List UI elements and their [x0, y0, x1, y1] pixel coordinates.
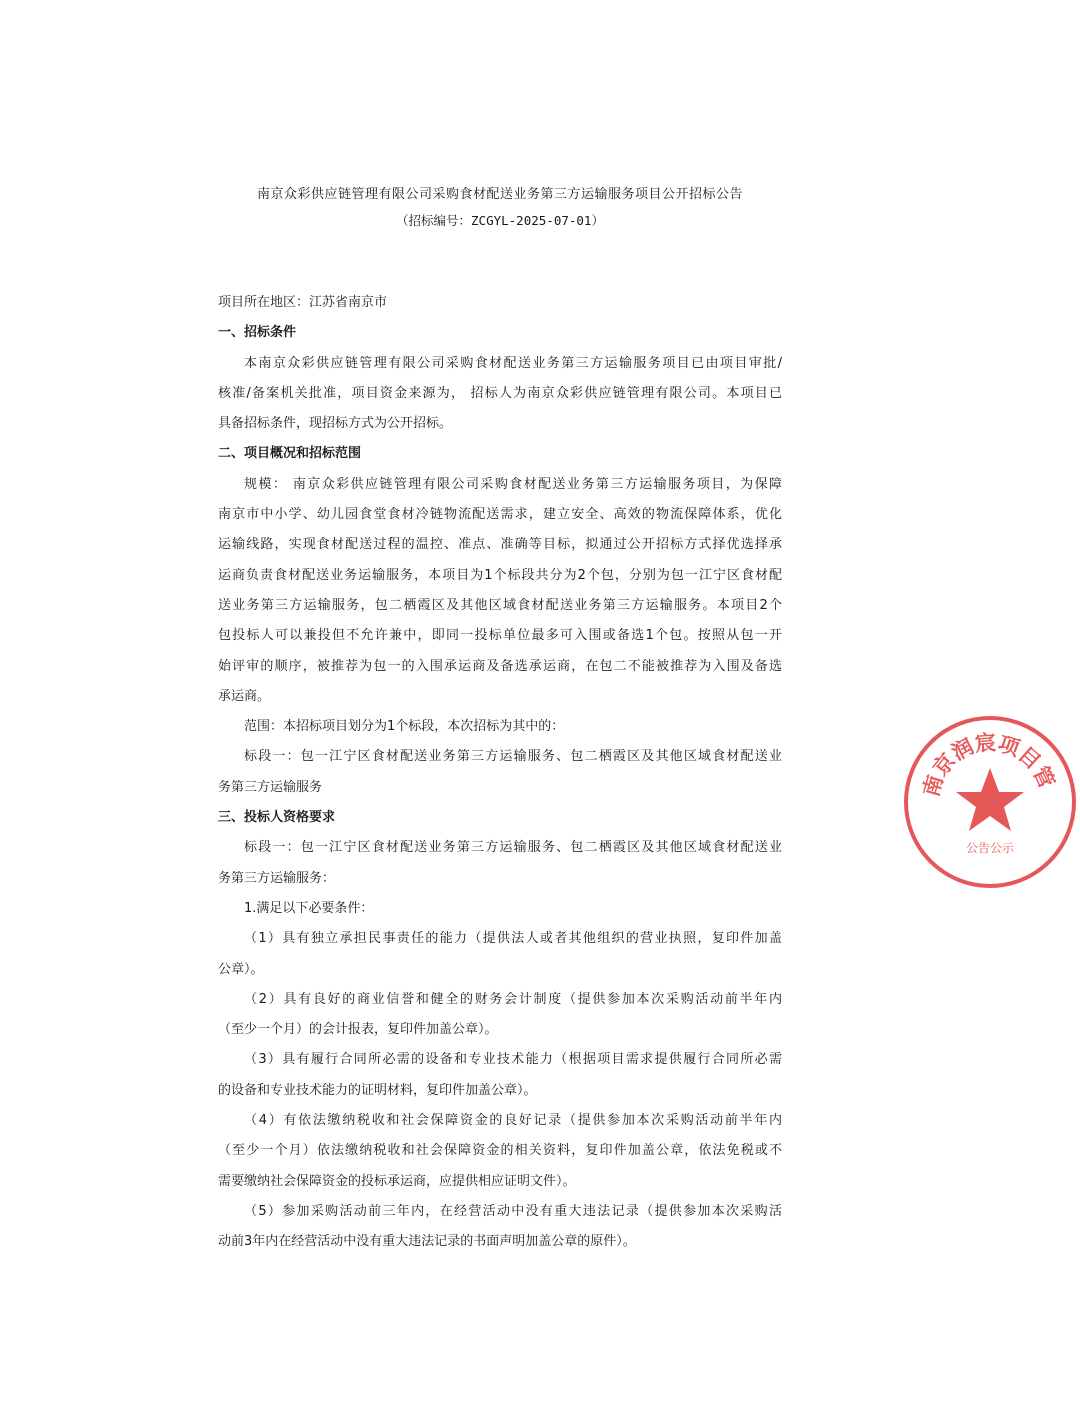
section-heading-2: 二、项目概况和招标范围: [218, 446, 362, 462]
paragraph-line: 始评审的顺序，被推荐为包一的入围承运商及备选承运商，在包二不能被推荐为入围及备选: [218, 658, 782, 674]
section-heading-1: 一、招标条件: [218, 325, 297, 341]
condition-line: （至少一个月）依法缴纳税收和社会保障资金的相关资料，复印件加盖公章，依法免税或不: [218, 1143, 782, 1159]
condition-line: 动前3年内在经营活动中没有重大违法记录的书面声明加盖公章的原件）。: [218, 1234, 636, 1250]
tender-code: （招标编号：ZCGYL-2025-07-01）: [396, 213, 604, 228]
condition-line: （4）有依法缴纳税收和社会保障资金的良好记录（提供参加本次采购活动前半年内: [244, 1113, 782, 1129]
paragraph-line: 南京市中小学、幼儿园食堂食材冷链物流配送需求，建立安全、高效的物流保障体系，优化: [218, 507, 782, 523]
condition-line: （5）参加采购活动前三年内，在经营活动中没有重大违法记录（提供参加本次采购活: [244, 1203, 782, 1219]
project-region: 项目所在地区：江苏省南京市: [218, 295, 388, 310]
notice-title: 南京众彩供应链管理有限公司采购食材配送业务第三方运输服务项目公开招标公告: [256, 187, 743, 202]
segment-line: 务第三方运输服务: [218, 779, 323, 795]
segment-line: 务第三方运输服务：: [218, 870, 336, 886]
paragraph-line: 本南京众彩供应链管理有限公司采购食材配送业务第三方运输服务项目已由项目审批/: [244, 355, 782, 371]
company-seal-stamp: [900, 712, 1080, 892]
paragraph-line: 规模： 南京众彩供应链管理有限公司采购食材配送业务第三方运输服务项目，为保障: [244, 476, 782, 492]
paragraph-line: 包投标人可以兼投但不允许兼中，即同一投标单位最多可入围或备选1个包。按照从包一开: [218, 628, 782, 644]
condition-intro: 1.满足以下必要条件：: [244, 900, 374, 916]
seal-text-path: 南京润宸项目管: [917, 729, 1060, 800]
paragraph-line: 运输线路，实现食材配送过程的温控、准点、准确等目标，拟通过公开招标方式择优选择承: [218, 537, 782, 553]
condition-line: （3）具有履行合同所必需的设备和专业技术能力（根据项目需求提供履行合同所必需: [244, 1052, 782, 1068]
condition-line: （1）具有独立承担民事责任的能力（提供法人或者其他组织的营业执照，复印件加盖: [244, 931, 782, 947]
condition-line: （至少一个月）的会计报表，复印件加盖公章）。: [218, 1022, 498, 1038]
segment-line: 标段一：包一江宁区食材配送业务第三方运输服务、包二栖霞区及其他区域食材配送业: [244, 840, 782, 856]
section-heading-3: 三、投标人资格要求: [218, 810, 336, 826]
condition-line: （2）具有良好的商业信誉和健全的财务会计制度（提供参加本次采购活动前半年内: [244, 991, 782, 1007]
paragraph-line: 承运商。: [218, 688, 271, 704]
condition-line: 需要缴纳社会保障资金的投标承运商，应提供相应证明文件）。: [218, 1173, 576, 1189]
condition-line: 公章）。: [218, 961, 264, 977]
paragraph-line: 具备招标条件，现招标方式为公开招标。: [218, 416, 453, 432]
scope-line: 范围：本招标项目划分为1个标段，本次招标为其中的：: [244, 719, 565, 735]
condition-line: 的设备和专业技术能力的证明材料，复印件加盖公章）。: [218, 1082, 537, 1098]
paragraph-line: 核准/备案机关批准，项目资金来源为， 招标人为南京众彩供应链管理有限公司。本项目已: [218, 385, 782, 401]
notice-title-block: [218, 182, 782, 234]
seal-star-icon: [956, 768, 1024, 831]
seal-subtext: 公告公示: [965, 841, 1015, 855]
segment-line: 标段一：包一江宁区食材配送业务第三方运输服务、包二栖霞区及其他区域食材配送业: [244, 749, 782, 765]
paragraph-line: 送业务第三方运输服务，包二栖霞区及其他区域食材配送业务第三方运输服务。本项目2个: [218, 597, 782, 613]
paragraph-line: 运商负责食材配送业务运输服务，本项目为1个标段共分为2个包，分别为包一江宁区食材配: [218, 567, 782, 583]
notice-body: [218, 288, 782, 1258]
